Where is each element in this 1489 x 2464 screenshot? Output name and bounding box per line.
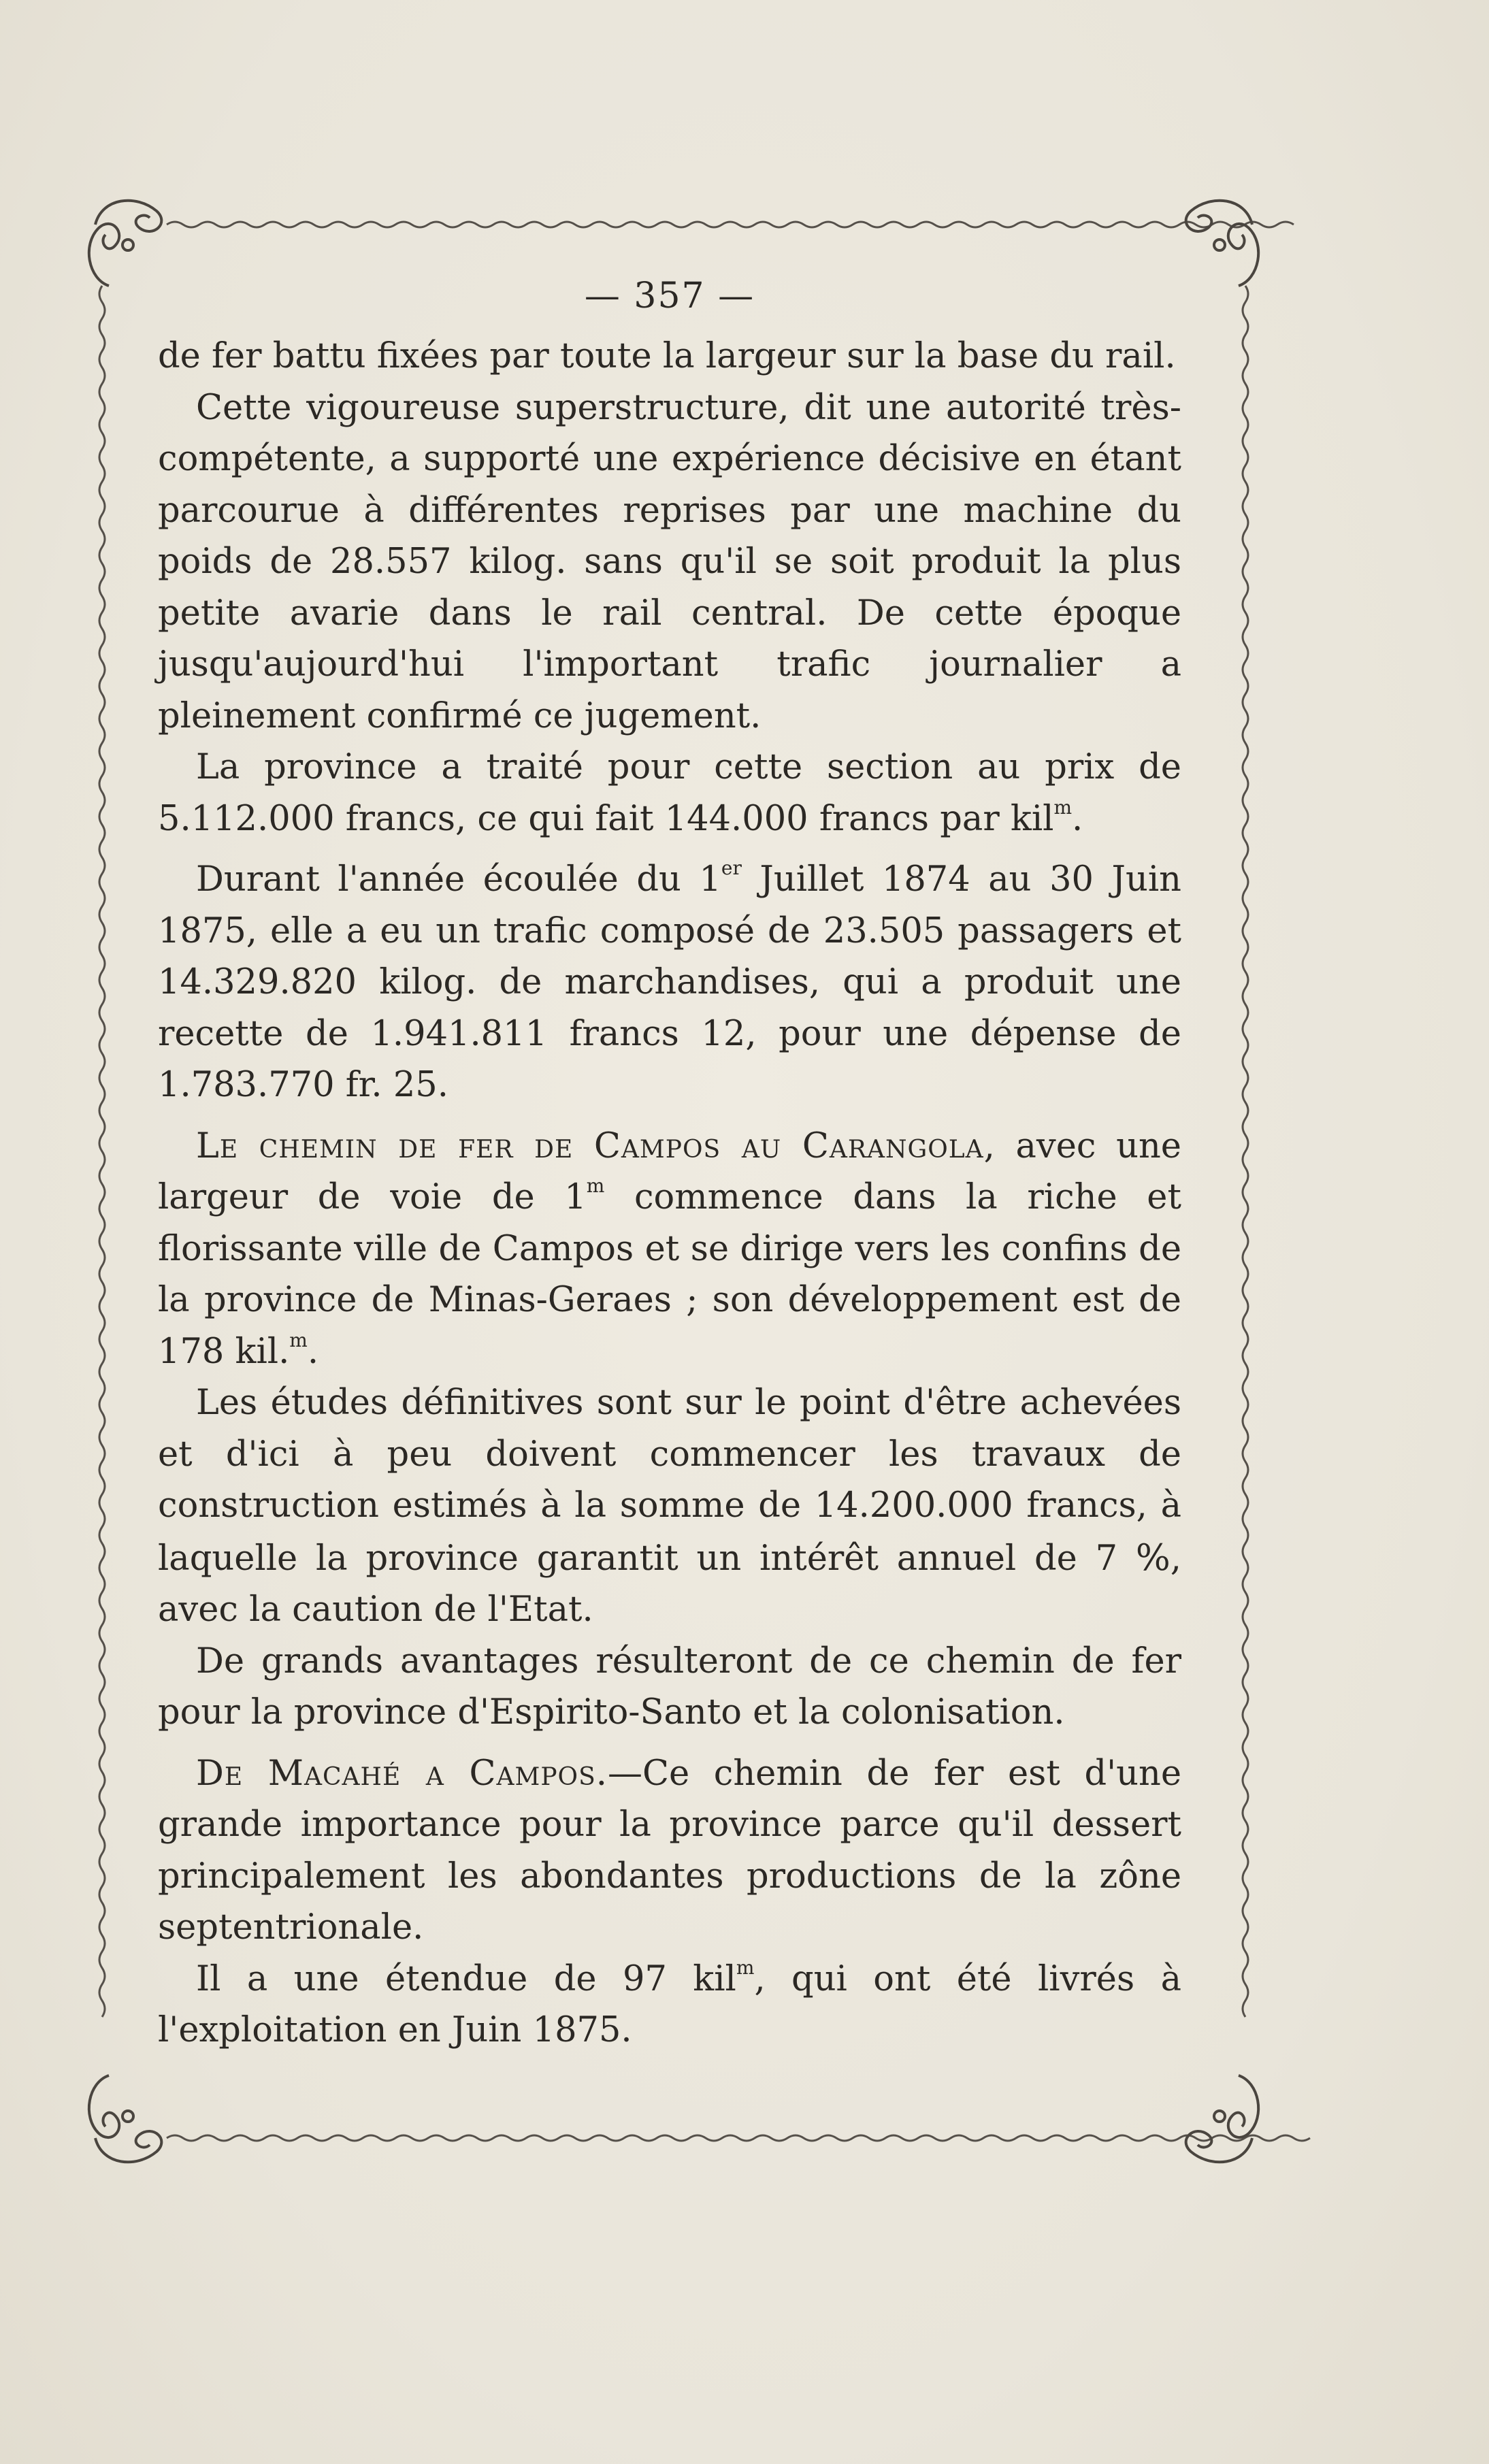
corner-ornament-top-right (1186, 201, 1259, 286)
section-heading-macahe: De Macahé a Campos. (196, 1753, 608, 1794)
section-heading-carangola: Le chemin de fer de Campos au Carangola, (196, 1126, 996, 1166)
paragraph-9: Il a une étendue de 97 kil$^m$, qui ont été livrés à l'exploitation en Juin 1875. (158, 1956, 1181, 2050)
corner-ornament-top-left (89, 201, 162, 286)
paragraph-1: de fer battu fixées par toute la largeur sur la base du rail. (158, 336, 1176, 376)
paragraph-7: De grands avantages résulteront de ce chemin de fer pour la province d'Espirito-Santo et la colonisation. (158, 1641, 1181, 1732)
paragraph-5: Le chemin de fer de Campos au Carangola, avec une largeur de voie de 1$^m$ commence dans la riche et florissante ville de Campos et se dirige vers les confins de la province de Minas-Geraes ; son développement est de 178 kil.$^m$. (158, 1126, 1181, 1372)
paragraph-3: La province a traité pour cette section au prix de 5.112.000 francs, ce qui fait 144.000 francs par kil$^m$. (158, 747, 1181, 839)
top-wavy-rule (167, 222, 1294, 227)
paragraph-2: Cette vigoureuse superstructure, dit une autorité très-compétente, a supporté une expérience décisive en étant parcourue à différentes reprises par une machine du poids de 28.557 kilog. sans qu'il se soit produit la plus petite avarie dans le rail central. De cette époque jusqu'aujourd'hui l'important trafic journalier a pleinement confirmé ce jugement. (158, 387, 1181, 736)
left-wavy-rule (99, 286, 105, 2017)
right-wavy-rule (1243, 286, 1248, 2017)
corner-ornament-bottom-left (89, 2075, 162, 2162)
paragraph-4: Durant l'année écoulée du 1er Juillet 1874 au 30 Juin 1875, elle a eu un trafic composé de 23.505 passagers et 14.329.820 kilog. de marchandises, qui a produit une recette de 1.941.811 francs 12, pour une dépense de 1.783.770 fr. 25. (158, 857, 1181, 1105)
text-block (158, 265, 1181, 2056)
paragraph-8: De Macahé a Campos.—Ce chemin de fer est d'une grande importance pour la province parce qu'il dessert principalement les abondantes productions de la zône septentrionale. (158, 1753, 1181, 1948)
corner-ornament-bottom-right (1186, 2075, 1259, 2162)
page-number: — 357 — (584, 276, 755, 316)
bottom-wavy-rule (167, 2135, 1310, 2141)
paragraph-6: Les études définitives sont sur le point d'être achevées et d'ici à peu doivent commencer les travaux de construction estimés à la somme de 14.200.000 francs, à laquelle la province garantit un intérêt annuel de 7 %, avec la caution de l'Etat. (158, 1383, 1181, 1630)
